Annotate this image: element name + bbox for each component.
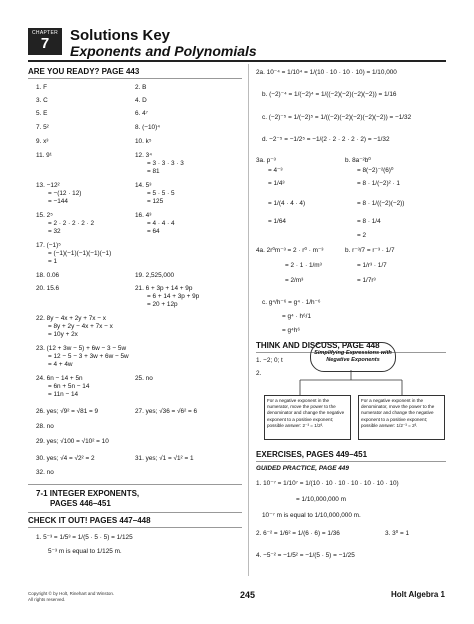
list-item: = 2 · 1 · 1/m³ <box>285 262 322 269</box>
list-item: c. (−2)⁻⁵ = 1/(−2)⁵ = 1/((−2)(−2)(−2)(−2)(−2)) = −1/32 <box>262 114 412 121</box>
list-item: = 4 · 4 · 4 <box>147 220 175 227</box>
concept-title: Simplifying Expressions with Negative Exponents <box>310 342 396 372</box>
list-item: = 8y + 2y − 4x + 7x − x <box>48 323 113 330</box>
page-number: 245 <box>240 590 256 600</box>
check-heading: CHECK IT OUT! PAGES 447–448 <box>28 516 151 525</box>
list-item: = 8 · 1/((−2)(−2)) <box>357 200 405 207</box>
list-item: 3a. p⁻³ <box>256 157 276 164</box>
list-item: = 8 · 1/4 <box>357 218 381 225</box>
list-item: 19. 2,525,000 <box>135 272 175 279</box>
list-item: = 125 <box>147 198 164 205</box>
list-item: = (−1)(−1)(−1)(−1)(−1) <box>48 250 112 257</box>
list-item: 25. no <box>135 375 153 382</box>
list-item: 2. 6⁻² = 1/6² = 1/(6 · 6) = 1/36 <box>256 530 340 537</box>
list-item: 5. E <box>36 110 48 117</box>
list-item: = 6n + 5n − 14 <box>48 383 90 390</box>
page-title: Solutions Key <box>70 27 171 44</box>
list-item: 26. yes; √9² = √81 = 9 <box>36 408 99 415</box>
list-item: b. 8a⁻²b⁰ <box>345 157 371 164</box>
list-item: 15. 2⁵ <box>36 212 53 219</box>
list-item: = 4 + 4w <box>48 361 73 368</box>
list-item: 23. (12 + 3w − 5) + 6w − 3 − 5w <box>36 345 127 352</box>
concept-box-numerator: For a negative exponent in the numerator, move the power to the denominator and change the negative exponent to a positive exponent; possible answer: 2⁻³ = 1/2³. <box>264 395 351 440</box>
list-item: 4. D <box>135 97 147 104</box>
list-item: 4a. 2r⁰m⁻³ = 2 · r⁰ · m⁻³ <box>256 247 324 254</box>
list-item: 20. 15.6 <box>36 285 60 292</box>
chapter-number: 7 <box>40 35 50 52</box>
list-item: = 1/(4 · 4 · 4) <box>268 200 306 207</box>
list-item: 2a. 10⁻⁴ = 1/10⁴ = 1/(10 · 10 · 10 · 10) = 1/10,000 <box>256 69 397 76</box>
list-item: 8. (−10)⁴ <box>135 124 160 131</box>
list-item: 14. 5³ <box>135 182 152 189</box>
section-rule <box>256 461 446 462</box>
list-item: = 81 <box>147 168 160 175</box>
list-item: 9. x³ <box>36 138 49 145</box>
list-item: = g⁴h⁶ <box>282 327 300 334</box>
list-item: d. −2⁻⁵ = −1/2⁵ = −1/(2 · 2 · 2 · 2 · 2) = −1/32 <box>262 136 390 143</box>
list-item: 5⁻³ m is equal to 1/125 m. <box>48 548 122 555</box>
list-item: 17. (−1)⁵ <box>36 242 61 249</box>
list-item: = 64 <box>147 228 160 235</box>
list-item: 31. yes; √1 = √1² = 1 <box>135 455 194 462</box>
copyright-line: Copyright © by Holt, Rinehart and Winston. <box>28 591 115 596</box>
guided-practice-heading: GUIDED PRACTICE, PAGE 449 <box>256 465 349 472</box>
list-item: 12. 3⁴ <box>135 152 152 159</box>
list-item: 1. 10⁻⁷ = 1/10⁷ = 1/(10 · 10 · 10 · 10 · 10 · 10 · 10) <box>256 480 399 487</box>
list-item: 1. 5⁻³ = 1/5³ = 1/(5 · 5 · 5) = 1/125 <box>36 534 133 541</box>
list-item: 10⁻⁷ m is equal to 1/10,000,000 m. <box>262 512 361 519</box>
list-item: 18. 0.06 <box>36 272 60 279</box>
list-item: = 32 <box>48 228 61 235</box>
section-rule <box>28 78 242 79</box>
list-item: 6. 4⁷ <box>135 110 148 117</box>
list-item: 21. 6 + 3p + 14 + 9p <box>135 285 193 292</box>
list-item: c. g⁴/h⁻⁶ = g⁴ · 1/h⁻⁶ <box>262 299 321 306</box>
list-item: = 2 <box>357 232 367 239</box>
list-item: 2. B <box>135 84 147 91</box>
list-item: = 1/10,000,000 m <box>296 496 346 503</box>
list-item: 30. yes; √4 = √2² = 2 <box>36 455 95 462</box>
lesson-pages: PAGES 446–451 <box>50 499 111 508</box>
page-subtitle: Exponents and Polynomials <box>70 43 257 59</box>
lesson-heading: 7-1 INTEGER EXPONENTS, <box>36 489 140 498</box>
list-item: = −144 <box>48 198 68 205</box>
list-item: 11. 9¹ <box>36 152 52 159</box>
copyright <box>28 591 114 603</box>
book-title: Holt Algebra 1 <box>391 590 445 599</box>
list-item: 28. no <box>36 423 54 430</box>
column-divider <box>248 64 249 576</box>
list-item: = 11n − 14 <box>48 391 79 398</box>
list-item: = 2/m³ <box>285 277 304 284</box>
list-item: = 8(−2)⁻²(6)⁰ <box>357 167 394 174</box>
list-item: = −(12 · 12) <box>48 190 82 197</box>
list-item: = 6 + 14 + 3p + 9p <box>147 293 200 300</box>
list-item: 3. C <box>36 97 48 104</box>
list-item: 10. k⁵ <box>135 138 152 145</box>
concept-box-denominator: For a negative exponent in the denominator, move the power to the numerator and change the negative exponent to a positive exponent; possible answer: 1/2⁻³ = 2³. <box>358 395 445 440</box>
list-item: 29. yes; √100 = √10² = 10 <box>36 438 109 445</box>
chapter-label: CHAPTER <box>32 30 58 36</box>
list-item: = 3 · 3 · 3 · 3 <box>147 160 184 167</box>
list-item: 4. −5⁻² = −1/5² = −1/(5 · 5) = −1/25 <box>256 552 355 559</box>
list-item: = 1/r³ · 1/7 <box>357 262 387 269</box>
list-item: = 2 · 2 · 2 · 2 · 2 <box>48 220 94 227</box>
list-item: = 8 · 1/(−2)² · 1 <box>357 180 400 187</box>
list-item: 7. 5² <box>36 124 49 131</box>
list-item: 1. −2; 0; t <box>256 357 283 364</box>
chapter-badge <box>28 28 62 55</box>
list-item: = g⁴ · h⁶/1 <box>282 313 312 320</box>
list-item: b. (−2)⁻⁴ = 1/(−2)⁴ = 1/((−2)(−2)(−2)(−2)) = 1/16 <box>262 91 397 98</box>
ready-heading: ARE YOU READY? PAGE 443 <box>28 67 140 76</box>
list-item: = 1/7r³ <box>357 277 376 284</box>
list-item: 2. <box>256 370 262 377</box>
list-item: 27. yes; √36 = √6² = 6 <box>135 408 198 415</box>
list-item: b. r⁻³/7 = r⁻³ · 1/7 <box>345 247 395 254</box>
list-item: 3. 3⁰ = 1 <box>385 530 410 537</box>
list-item: 16. 4³ <box>135 212 152 219</box>
exercises-heading: EXERCISES, PAGES 449–451 <box>256 450 368 459</box>
list-item: 1. F <box>36 84 48 91</box>
list-item: 24. 6n − 14 + 5n <box>36 375 83 382</box>
rights-line: All rights reserved. <box>28 597 66 602</box>
section-rule <box>28 527 242 528</box>
list-item: = 10y + 2x <box>48 331 78 338</box>
list-item: = 5 · 5 · 5 <box>147 190 175 197</box>
think-heading: THINK AND DISCUSS, PAGE 448 <box>256 341 380 350</box>
list-item: = 12 − 5 − 3 + 3w + 6w − 5w <box>48 353 129 360</box>
list-item: = 1/64 <box>268 218 286 225</box>
list-item: = 1/4³ <box>268 180 285 187</box>
list-item: = 1 <box>48 258 58 265</box>
title-rule <box>28 60 446 62</box>
list-item: 32. no <box>36 469 54 476</box>
list-item: 13. −12² <box>36 182 60 189</box>
list-item: = 20 + 12p <box>147 301 178 308</box>
list-item: 22. 8y − 4x + 2y + 7x − x <box>36 315 106 322</box>
list-item: = 4⁻³ <box>268 167 283 174</box>
section-rule <box>28 512 242 513</box>
section-rule <box>28 484 242 485</box>
